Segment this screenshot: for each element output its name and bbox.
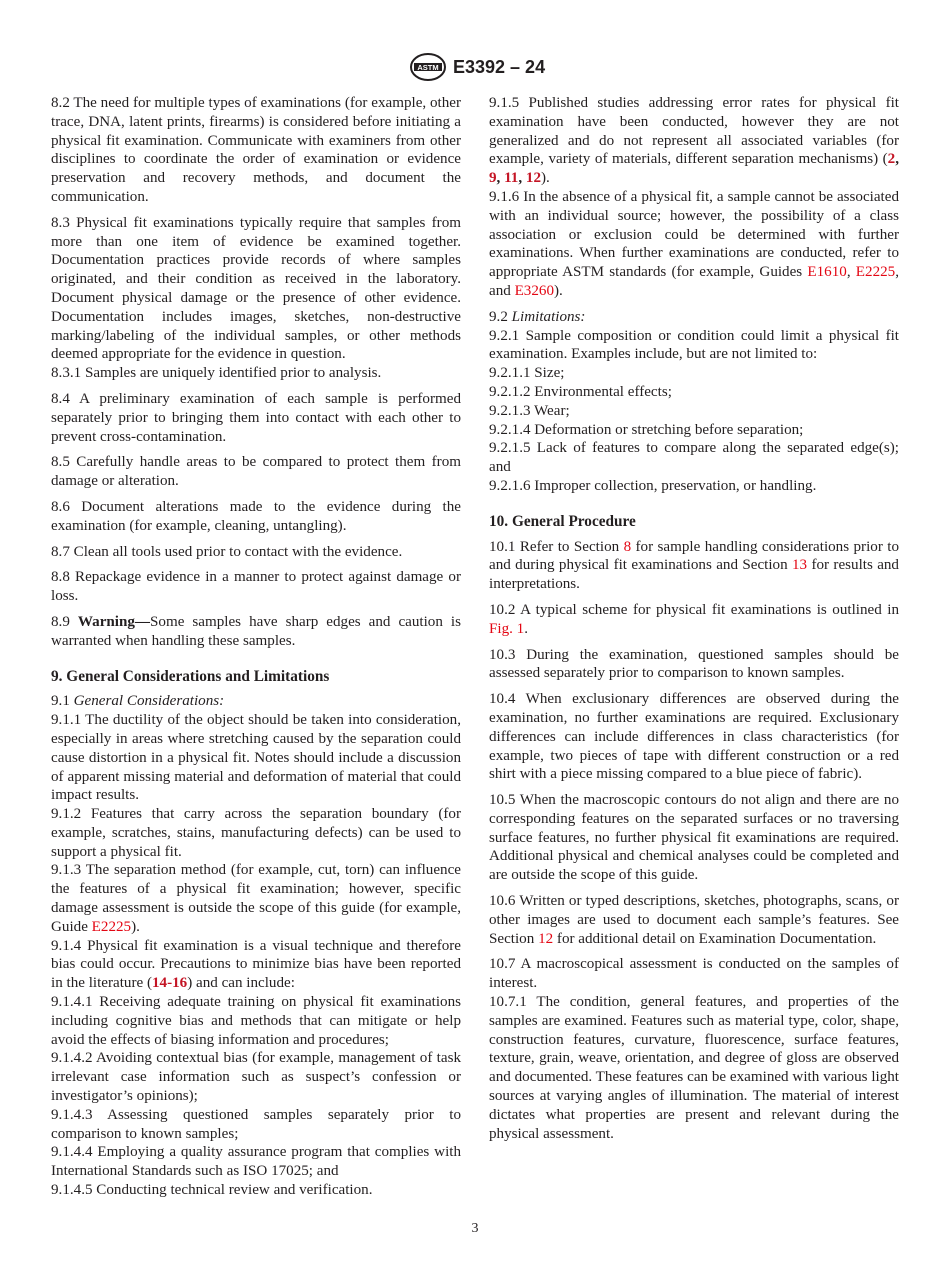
astm-logo-icon	[409, 52, 447, 82]
paragraph-9-1	[51, 692, 461, 711]
paragraph-10-2	[489, 601, 899, 639]
paragraph-9-2-number: 9.2	[489, 308, 508, 325]
paragraph-9-2	[489, 308, 899, 327]
paragraph-9-1-6	[489, 188, 899, 301]
paragraph-10-6-end: for additional detail on Examination Documentation.	[553, 930, 877, 947]
page-number: 3	[471, 1221, 479, 1236]
reference-11-link[interactable]: 11	[504, 170, 519, 187]
paragraph-10-3: 10.3 During the examination, questioned samples should be assessed separately prior to comparison to known samples.	[489, 646, 899, 682]
and-text: , and	[489, 264, 899, 299]
paragraph-9-1-5-end: ).	[541, 170, 550, 187]
paragraph-10-2-end: .	[524, 620, 529, 637]
page-header	[0, 52, 950, 86]
paragraph-9-1-6-end: ).	[554, 282, 563, 299]
reference-2-link[interactable]: 2	[887, 151, 896, 168]
paragraph-9-2-1: 9.2.1 Sample composition or condition could limit a physical fit examination. Examples include, but are not limited to:	[489, 327, 899, 363]
svg-text:ASTM: ASTM	[417, 63, 439, 72]
link-fig-1[interactable]: Fig. 1	[489, 620, 525, 637]
left-column	[51, 94, 461, 1200]
paragraph-10-1-end: for results and interpretations.	[489, 557, 899, 593]
document-designation: E3392 – 24	[453, 57, 546, 77]
paragraph-9-1-4-3: 9.1.4.3 Assessing questioned samples separately prior to comparison to known samples;	[51, 1106, 461, 1142]
ref-separator: ,	[518, 170, 526, 187]
paragraph-9-1-4-5: 9.1.4.5 Conducting technical review and verification.	[51, 1182, 373, 1199]
paragraph-10-6	[489, 892, 899, 948]
paragraph-8-9	[51, 613, 461, 651]
reference-9-link[interactable]: 9	[489, 170, 497, 187]
paragraph-9-1-4	[51, 937, 461, 993]
right-column	[489, 94, 899, 1143]
paragraph-9-2-1-6: 9.2.1.6 Improper collection, preservation, or handling.	[489, 477, 817, 494]
paragraph-9-1-title: General Considerations:	[73, 693, 225, 710]
paragraph-9-1-2: 9.1.2 Features that carry across the separation boundary (for example, scratches, stains, manufacturing defects) can be used to support a physical fit.	[51, 806, 461, 860]
link-e3260[interactable]: E3260	[514, 282, 554, 299]
paragraph-8-3: 8.3 Physical fit examinations typically require that samples from more than one item of evidence be examined together. Documentation practices provide records of where samples originated, and their condition as received in the laboratory. Document physical damage or the presence of other evidence. Documentation includes images, sketches, non-destructive marking/labeling of the individual samples, or other methods deemed appropriate for the evidence in question.	[51, 214, 461, 363]
section-9-heading: 9. General Considerations and Limitations	[51, 667, 330, 685]
link-section-8[interactable]: 8	[623, 538, 632, 555]
paragraph-9-1-1: 9.1.1 The ductility of the object should be taken into consideration, especially in areas where stretching caused by the separation could cause distortion in a physical fit. Notes should include a discussion of apparent missing material and deformation of material that could impact results.	[51, 712, 461, 804]
paragraph-9-1-6-text: 9.1.6 In the absence of a physical fit, a sample cannot be associated with an individual source; however, the possibility of a class association or exclusion could be determined with further examinations. When further examinations are conducted, refer to appropriate ASTM standards (for example, Guides	[489, 188, 899, 281]
paragraph-9-2-1-1: 9.2.1.1 Size;	[489, 365, 565, 382]
warning-label: Warning—	[77, 613, 151, 630]
paragraph-10-1	[489, 538, 899, 594]
paragraph-9-2-1-4: 9.2.1.4 Deformation or stretching before separation;	[489, 421, 804, 438]
paragraph-9-1-3	[51, 861, 461, 936]
comma: ,	[846, 264, 856, 281]
paragraph-9-1-4-2: 9.1.4.2 Avoiding contextual bias (for example, management of task irrelevant case information such as suspect’s confession or investigator’s opinions);	[51, 1050, 461, 1105]
paragraph-10-2-text: 10.2 A typical scheme for physical fit examinations is outlined in	[489, 601, 899, 618]
paragraph-9-1-5	[489, 94, 899, 188]
paragraph-9-1-4-text: 9.1.4 Physical fit examination is a visual technique and therefore bias could occur. Precautions to minimize bias have been reported in the literature (	[51, 937, 461, 992]
paragraph-8-2: 8.2 The need for multiple types of examinations (for example, other trace, DNA, latent prints, firearms) is considered before initiating a physical fit examination. Communicate with examiners from other disciplines to coordinate the order of examination or evidence preservation and recovery methods, and document the communication.	[51, 95, 461, 205]
paragraph-8-8: 8.8 Repackage evidence in a manner to protect against damage or loss.	[51, 569, 461, 605]
paragraph-10-4: 10.4 When exclusionary differences are observed during the examination, no further examinations are required. Exclusionary differences can include differences in class characteristics (for example, two pieces of tape with different construction or a red shirt with a piece missing compared to a blue piece of fabric).	[489, 691, 899, 783]
paragraph-9-1-3-text: 9.1.3 The separation method (for example, cut, torn) can influence the features of a physical fit examination; however, specific damage assessment is outside the scope of this guide (for example, Guide	[51, 862, 461, 935]
paragraph-9-1-4-end: ) and can include:	[187, 975, 295, 992]
paragraph-9-2-1-5: 9.2.1.5 Lack of features to compare along the separated edge(s); and	[489, 440, 899, 476]
paragraph-8-4: 8.4 A preliminary examination of each sample is performed separately prior to bringing them into contact with each other to prevent cross-contamination.	[51, 390, 461, 445]
paragraph-9-1-4-4: 9.1.4.4 Employing a quality assurance program that complies with International Standards such as ISO 17025; and	[51, 1144, 461, 1180]
link-section-12[interactable]: 12	[538, 930, 554, 947]
paragraph-8-5: 8.5 Carefully handle areas to be compared to protect them from damage or alteration.	[51, 454, 461, 490]
link-e2225[interactable]: E2225	[91, 918, 132, 935]
paragraph-8-9-number: 8.9	[51, 613, 70, 630]
paragraph-10-1-mid: for sample handling considerations prior to and during physical fit examinations and Section	[489, 538, 899, 574]
paragraph-10-6-text: 10.6 Written or typed descriptions, sketches, photographs, scans, or other images are used to document each sample’s features. See Section	[489, 893, 899, 947]
reference-12-link[interactable]: 12	[525, 170, 541, 187]
link-section-13[interactable]: 13	[792, 557, 808, 574]
paragraph-8-3-1: 8.3.1 Samples are uniquely identified prior to analysis.	[51, 365, 382, 382]
paragraph-9-1-4-1: 9.1.4.1 Receiving adequate training on physical fit examinations including cognitive bias and methods that can mitigate or help avoid the effects of biasing information and procedures;	[51, 994, 461, 1048]
paragraph-10-1-text: 10.1 Refer to Section	[489, 538, 624, 555]
paragraph-8-9-text: Some samples have sharp edges and caution is warranted when handling these samples.	[51, 613, 461, 649]
link-e2225[interactable]: E2225	[855, 264, 896, 281]
paragraph-9-2-title: Limitations:	[511, 308, 586, 325]
ref-separator: ,	[895, 151, 899, 168]
section-10-heading: 10. General Procedure	[489, 512, 636, 530]
paragraph-9-1-5-text: 9.1.5 Published studies addressing error rates for physical fit examination have been conducted, however they are not generalized and do not represent all associated variables (for example, variety of materials, different separation mechanisms) (	[489, 95, 899, 168]
ref-separator: ,	[496, 170, 505, 187]
paragraph-9-2-1-2: 9.2.1.2 Environmental effects;	[489, 383, 672, 400]
paragraph-10-7: 10.7 A macroscopical assessment is conducted on the samples of interest.	[489, 956, 899, 992]
paragraph-10-7-1: 10.7.1 The condition, general features, and properties of the samples are examined. Features such as material type, color, shape, construction features, curvature, fluorescence, surface features, texture, grain, weave, orientation, and degree of gloss are observed and documented. These features can be examined with various light sources at varying angles of illumination. The material of interest dictates what properties are present and relevant during the physical assessment.	[489, 994, 899, 1142]
paragraph-10-5: 10.5 When the macroscopic contours do not align and there are no corresponding features on the separated surfaces or no traversing surface features, no further physical fit examinations are required. Additional physical and chemical analyses could be completed and are outside the scope of this guide.	[489, 792, 899, 884]
paragraph-8-7: 8.7 Clean all tools used prior to contact with the evidence.	[51, 543, 403, 560]
paragraph-8-6: 8.6 Document alterations made to the evidence during the examination (for example, cleaning, untangling).	[51, 498, 461, 534]
paragraph-9-2-1-3: 9.2.1.3 Wear;	[489, 402, 570, 419]
reference-14-16-link[interactable]: 14-16	[152, 975, 188, 992]
paragraph-9-1-number: 9.1	[51, 693, 70, 710]
paragraph-9-1-3-end: ).	[131, 918, 140, 935]
link-e1610[interactable]: E1610	[807, 264, 847, 281]
